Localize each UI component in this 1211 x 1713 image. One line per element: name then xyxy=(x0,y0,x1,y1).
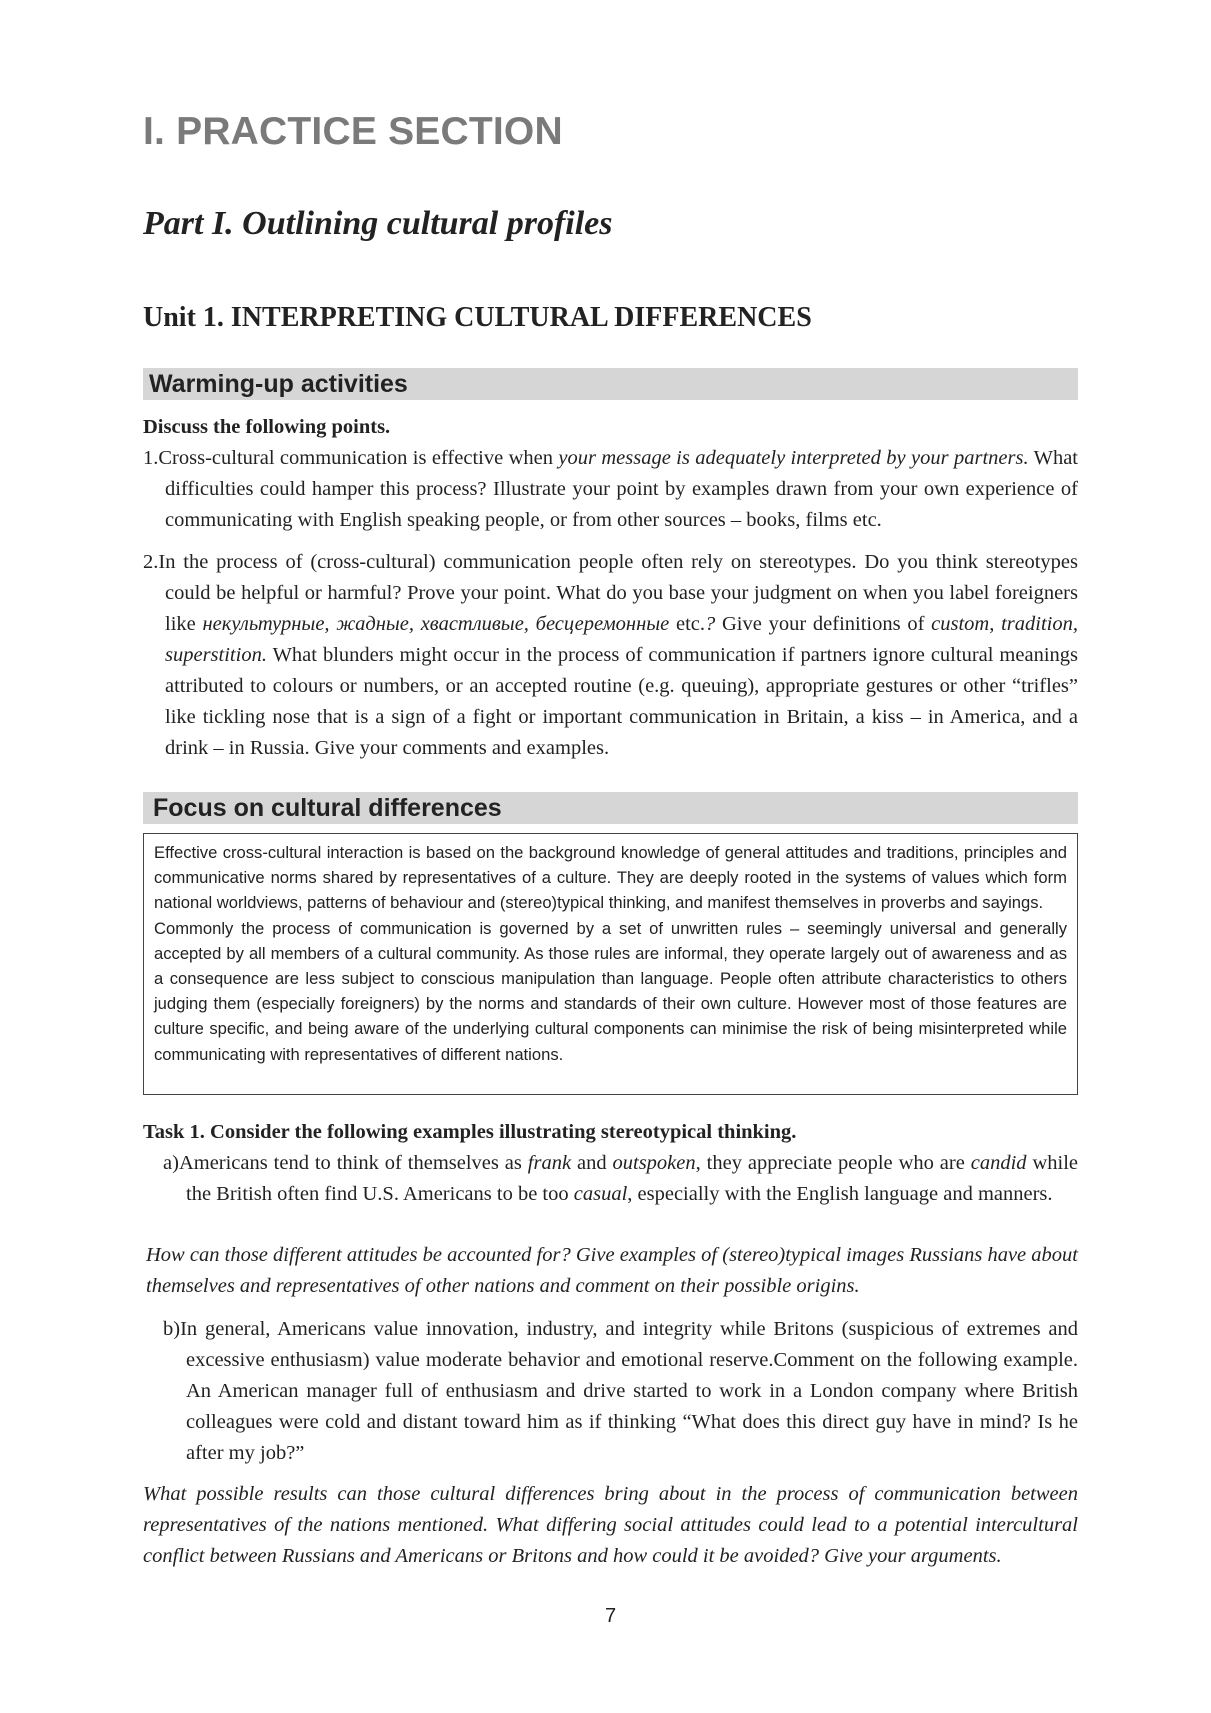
focus-heading: Focus on cultural differences xyxy=(153,794,502,822)
task1-item-b: b)In general, Americans value innovation, industry, and integrity while Britons (suspicious of extremes and excessive enthusiasm) value moderate behavior and emotional reserve.Comment on the following example. An American manager full of enthusiasm and drive started to work in a London company where British colleagues were cold and distant toward him as if thinking “What does this direct guy have in mind? Is he after my job?” xyxy=(163,1318,1078,1464)
part-title: Part I. Outlining cultural profiles xyxy=(143,205,613,242)
page-number: 7 xyxy=(604,1605,617,1627)
focus-heading-band xyxy=(143,792,1078,824)
warmup-item-2: 2.In the process of (cross-cultural) communication people often rely on stereotypes. Do you think stereotypes could be helpful or harmful? Prove your point. What do you base your judgment on when you label foreigners like некультурные, жадные, хвастливые, бесцеремонные etc.? Give your definitions of custom, tradition, superstition. What blunders might occur in the process of communication if partners ignore cultural meanings attributed to colours or numbers, or an accepted routine (e.g. queuing), appropriate gestures or other “trifles” like tickling nose that is a sign of a fight or important communication in Britain, a kiss – in America, and a drink – in Russia. Give your comments and examples. xyxy=(143,551,1078,759)
warmup-instruction: Discuss the following points. xyxy=(143,416,391,438)
warmup-item-1: 1.Cross-cultural communication is effective when your message is adequately interpreted by your partners. What difficulties could hamper this process? Illustrate your point by examples drawn from your own experience of communicating with English speaking people, or from other sources – books, films etc. xyxy=(143,447,1078,531)
focus-paragraph-2: Commonly the process of communication is governed by a set of unwritten rules – seemingly universal and generally accepted by all members of a cultural community. As those rules are informal, they operate largely out of awareness and as a consequence are less subject to conscious manipulation than language. People often attribute characteristics to others judging them (especially foreigners) by the norms and standards of their own culture. However most of those features are culture specific, and being aware of the underlying cultural components can minimise the risk of being misinterpreted while communicating with representatives of different nations. xyxy=(154,918,1067,1064)
item-number: 2. xyxy=(143,551,159,573)
warmup-heading-band xyxy=(143,368,1078,400)
section-title: I. PRACTICE SECTION xyxy=(143,110,563,153)
task1-title: Task 1. Consider the following examples illustrating stereotypical thinking. xyxy=(143,1121,797,1143)
task1-question-a: How can those different attitudes be accounted for? Give examples of (stereo)typical images Russians have about themselves and representatives of other nations and comment on their possible origins. xyxy=(146,1244,1078,1297)
task1-item-a: a)Americans tend to think of themselves as frank and outspoken, they appreciate people who are candid while the British often find U.S. Americans to be too casual, especially with the English language and manners. xyxy=(163,1152,1078,1205)
task1-question-b: What possible results can those cultural differences bring about in the process of communication between representatives of the nations mentioned. What differing social attitudes could lead to a potential intercultural conflict between Russians and Americans or Britons and how could it be avoided? Give your arguments. xyxy=(143,1483,1078,1567)
focus-text-box xyxy=(143,833,1078,1095)
focus-paragraph-1: Effective cross-cultural interaction is based on the background knowledge of general attitudes and traditions, principles and communicative norms shared by representatives of a culture. They are deeply rooted in the systems of values which form national worldviews, patterns of behaviour and (stereo)typical thinking, and manifest themselves in proverbs and sayings. xyxy=(154,843,1067,913)
item-label: b) xyxy=(163,1318,181,1340)
item-number: 1. xyxy=(143,447,159,469)
item-label: a) xyxy=(163,1152,179,1174)
warmup-heading: Warming-up activities xyxy=(149,370,408,398)
unit-title: Unit 1. INTERPRETING CULTURAL DIFFERENCES xyxy=(143,302,812,333)
